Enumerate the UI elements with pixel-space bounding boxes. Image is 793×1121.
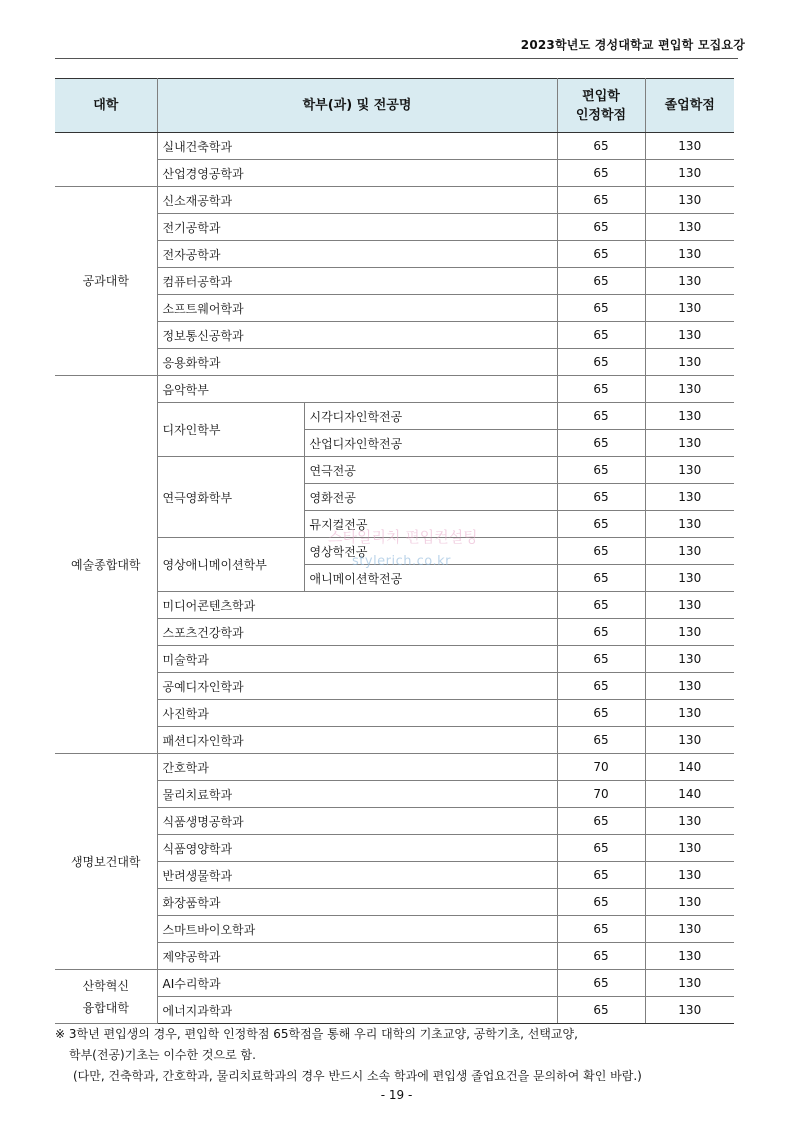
table-row <box>55 889 734 916</box>
transfer-credit-cell: 65 <box>557 889 645 916</box>
graduation-credit-cell: 130 <box>645 970 734 997</box>
table-header-row <box>55 79 734 133</box>
dept-cell: 연극영화학부 <box>157 457 304 538</box>
dept-cell: 소프트웨어학과 <box>157 295 557 322</box>
dept-cell: 실내건축학과 <box>157 133 557 160</box>
table-row <box>55 916 734 943</box>
graduation-credit-cell: 130 <box>645 619 734 646</box>
transfer-credit-cell: 65 <box>557 160 645 187</box>
major-cell: 영화전공 <box>304 484 557 511</box>
table-row <box>55 295 734 322</box>
transfer-credit-cell: 65 <box>557 646 645 673</box>
transfer-credit-cell: 65 <box>557 835 645 862</box>
col-header-grad: 졸업학점 <box>645 79 734 133</box>
note-line-3: (다만, 건축학과, 간호학과, 물리치료학과의 경우 반드시 소속 학과에 편입생 졸업요건을 문의하여 확인 바람.) <box>73 1069 642 1083</box>
dept-cell: 스포츠건강학과 <box>157 619 557 646</box>
graduation-credit-cell: 130 <box>645 133 734 160</box>
table-row <box>55 781 734 808</box>
major-cell: 뮤지컬전공 <box>304 511 557 538</box>
table-row <box>55 349 734 376</box>
graduation-credit-cell: 130 <box>645 187 734 214</box>
dept-cell: 음악학부 <box>157 376 557 403</box>
table-row <box>55 646 734 673</box>
transfer-credit-cell: 65 <box>557 403 645 430</box>
dept-cell: 물리치료학과 <box>157 781 557 808</box>
table-row <box>55 754 734 781</box>
transfer-credit-cell: 65 <box>557 511 645 538</box>
transfer-credit-cell: 65 <box>557 673 645 700</box>
col-header-dept: 학부(과) 및 전공명 <box>157 79 557 133</box>
dept-cell: 식품생명공학과 <box>157 808 557 835</box>
dept-cell: 산업경영공학과 <box>157 160 557 187</box>
graduation-credit-cell: 130 <box>645 700 734 727</box>
credit-table <box>55 78 734 1024</box>
credit-header-line2: 인정학점 <box>575 107 627 123</box>
graduation-credit-cell: 130 <box>645 241 734 268</box>
table-row <box>55 133 734 160</box>
dept-cell: 미술학과 <box>157 646 557 673</box>
table-row <box>55 214 734 241</box>
dept-cell: 스마트바이오학과 <box>157 916 557 943</box>
table-row <box>55 457 734 484</box>
dept-cell: 화장품학과 <box>157 889 557 916</box>
dept-cell: 응용화학과 <box>157 349 557 376</box>
table-row <box>55 160 734 187</box>
college-cell <box>55 133 157 187</box>
graduation-credit-cell: 130 <box>645 808 734 835</box>
major-cell: 영상학전공 <box>304 538 557 565</box>
dept-cell: 패션디자인학과 <box>157 727 557 754</box>
graduation-credit-cell: 130 <box>645 214 734 241</box>
table-row <box>55 322 734 349</box>
note-line-1: ※ 3학년 편입생의 경우, 편입학 인정학점 65학점을 통해 우리 대학의 기초교양, 공학기초, 선택교양, <box>55 1027 578 1041</box>
transfer-credit-cell: 65 <box>557 295 645 322</box>
transfer-credit-cell: 65 <box>557 322 645 349</box>
transfer-credit-cell: 65 <box>557 268 645 295</box>
transfer-credit-cell: 65 <box>557 970 645 997</box>
graduation-credit-cell: 140 <box>645 754 734 781</box>
transfer-credit-cell: 65 <box>557 592 645 619</box>
dept-cell: 컴퓨터공학과 <box>157 268 557 295</box>
col-header-credit <box>557 79 645 133</box>
transfer-credit-cell: 65 <box>557 457 645 484</box>
graduation-credit-cell: 130 <box>645 727 734 754</box>
dept-cell: 미디어콘텐츠학과 <box>157 592 557 619</box>
graduation-credit-cell: 130 <box>645 862 734 889</box>
dept-cell: 에너지과학과 <box>157 997 557 1024</box>
table-row <box>55 997 734 1024</box>
dept-cell: 식품영양학과 <box>157 835 557 862</box>
transfer-credit-cell: 70 <box>557 781 645 808</box>
document-header: 2023학년도 경성대학교 편입학 모집요강 <box>520 38 745 52</box>
watermark-text: 스타일리치 편입컨설팅 <box>328 528 478 546</box>
table-row <box>55 538 734 565</box>
graduation-credit-cell: 130 <box>645 646 734 673</box>
major-cell: 연극전공 <box>304 457 557 484</box>
graduation-credit-cell: 130 <box>645 592 734 619</box>
table-row <box>55 970 734 997</box>
credit-header-line1: 편입학 <box>582 88 620 104</box>
dept-cell: 사진학과 <box>157 700 557 727</box>
dept-cell: 전기공학과 <box>157 214 557 241</box>
college-cell: 공과대학 <box>55 187 157 376</box>
table-row <box>55 727 734 754</box>
dept-cell: 정보통신공학과 <box>157 322 557 349</box>
dept-cell: 제약공학과 <box>157 943 557 970</box>
transfer-credit-cell: 65 <box>557 133 645 160</box>
table-body <box>55 133 734 1024</box>
graduation-credit-cell: 130 <box>645 673 734 700</box>
transfer-credit-cell: 65 <box>557 214 645 241</box>
table-row <box>55 700 734 727</box>
major-cell: 시각디자인학전공 <box>304 403 557 430</box>
graduation-credit-cell: 130 <box>645 565 734 592</box>
dept-cell: AI수리학과 <box>157 970 557 997</box>
dept-cell: 공예디자인학과 <box>157 673 557 700</box>
graduation-credit-cell: 130 <box>645 997 734 1024</box>
header-divider <box>55 58 738 59</box>
table-row <box>55 673 734 700</box>
table-row <box>55 403 734 430</box>
graduation-credit-cell: 130 <box>645 538 734 565</box>
transfer-credit-cell: 65 <box>557 943 645 970</box>
graduation-credit-cell: 130 <box>645 835 734 862</box>
watermark-url: stylerich.co.kr <box>352 554 452 569</box>
footnotes <box>55 1024 745 1087</box>
table-row <box>55 592 734 619</box>
table-row <box>55 268 734 295</box>
college-cell: 예술종합대학 <box>55 376 157 754</box>
transfer-credit-cell: 65 <box>557 727 645 754</box>
college-cell: 산학혁신 융합대학 <box>55 970 157 1024</box>
table-row <box>55 808 734 835</box>
graduation-credit-cell: 130 <box>645 322 734 349</box>
dept-cell: 디자인학부 <box>157 403 304 457</box>
graduation-credit-cell: 130 <box>645 295 734 322</box>
table-row <box>55 376 734 403</box>
graduation-credit-cell: 130 <box>645 916 734 943</box>
table-row <box>55 835 734 862</box>
page-number: - 19 - <box>380 1088 413 1102</box>
graduation-credit-cell: 130 <box>645 889 734 916</box>
graduation-credit-cell: 130 <box>645 376 734 403</box>
table-row <box>55 619 734 646</box>
transfer-credit-cell: 65 <box>557 862 645 889</box>
dept-cell: 반려생물학과 <box>157 862 557 889</box>
major-cell: 산업디자인학전공 <box>304 430 557 457</box>
transfer-credit-cell: 65 <box>557 808 645 835</box>
graduation-credit-cell: 130 <box>645 457 734 484</box>
graduation-credit-cell: 130 <box>645 160 734 187</box>
transfer-credit-cell: 65 <box>557 187 645 214</box>
graduation-credit-cell: 130 <box>645 943 734 970</box>
graduation-credit-cell: 140 <box>645 781 734 808</box>
dept-cell: 영상애니메이션학부 <box>157 538 304 592</box>
table-row <box>55 943 734 970</box>
major-cell: 애니메이션학전공 <box>304 565 557 592</box>
transfer-credit-cell: 65 <box>557 916 645 943</box>
transfer-credit-cell: 65 <box>557 997 645 1024</box>
transfer-credit-cell: 65 <box>557 241 645 268</box>
graduation-credit-cell: 130 <box>645 430 734 457</box>
transfer-credit-cell: 70 <box>557 754 645 781</box>
transfer-credit-cell: 65 <box>557 484 645 511</box>
col-header-college: 대학 <box>55 79 157 133</box>
table-row <box>55 862 734 889</box>
transfer-credit-cell: 65 <box>557 376 645 403</box>
transfer-credit-cell: 65 <box>557 619 645 646</box>
transfer-credit-cell: 65 <box>557 349 645 376</box>
graduation-credit-cell: 130 <box>645 268 734 295</box>
graduation-credit-cell: 130 <box>645 511 734 538</box>
dept-cell: 전자공학과 <box>157 241 557 268</box>
transfer-credit-cell: 65 <box>557 430 645 457</box>
dept-cell: 신소재공학과 <box>157 187 557 214</box>
graduation-credit-cell: 130 <box>645 484 734 511</box>
table-row <box>55 187 734 214</box>
note-line-2: 학부(전공)기초는 이수한 것으로 함. <box>69 1048 256 1062</box>
table-row <box>55 241 734 268</box>
graduation-credit-cell: 130 <box>645 403 734 430</box>
transfer-credit-cell: 65 <box>557 538 645 565</box>
transfer-credit-cell: 65 <box>557 700 645 727</box>
college-cell: 생명보건대학 <box>55 754 157 970</box>
transfer-credit-cell: 65 <box>557 565 645 592</box>
dept-cell: 간호학과 <box>157 754 557 781</box>
graduation-credit-cell: 130 <box>645 349 734 376</box>
